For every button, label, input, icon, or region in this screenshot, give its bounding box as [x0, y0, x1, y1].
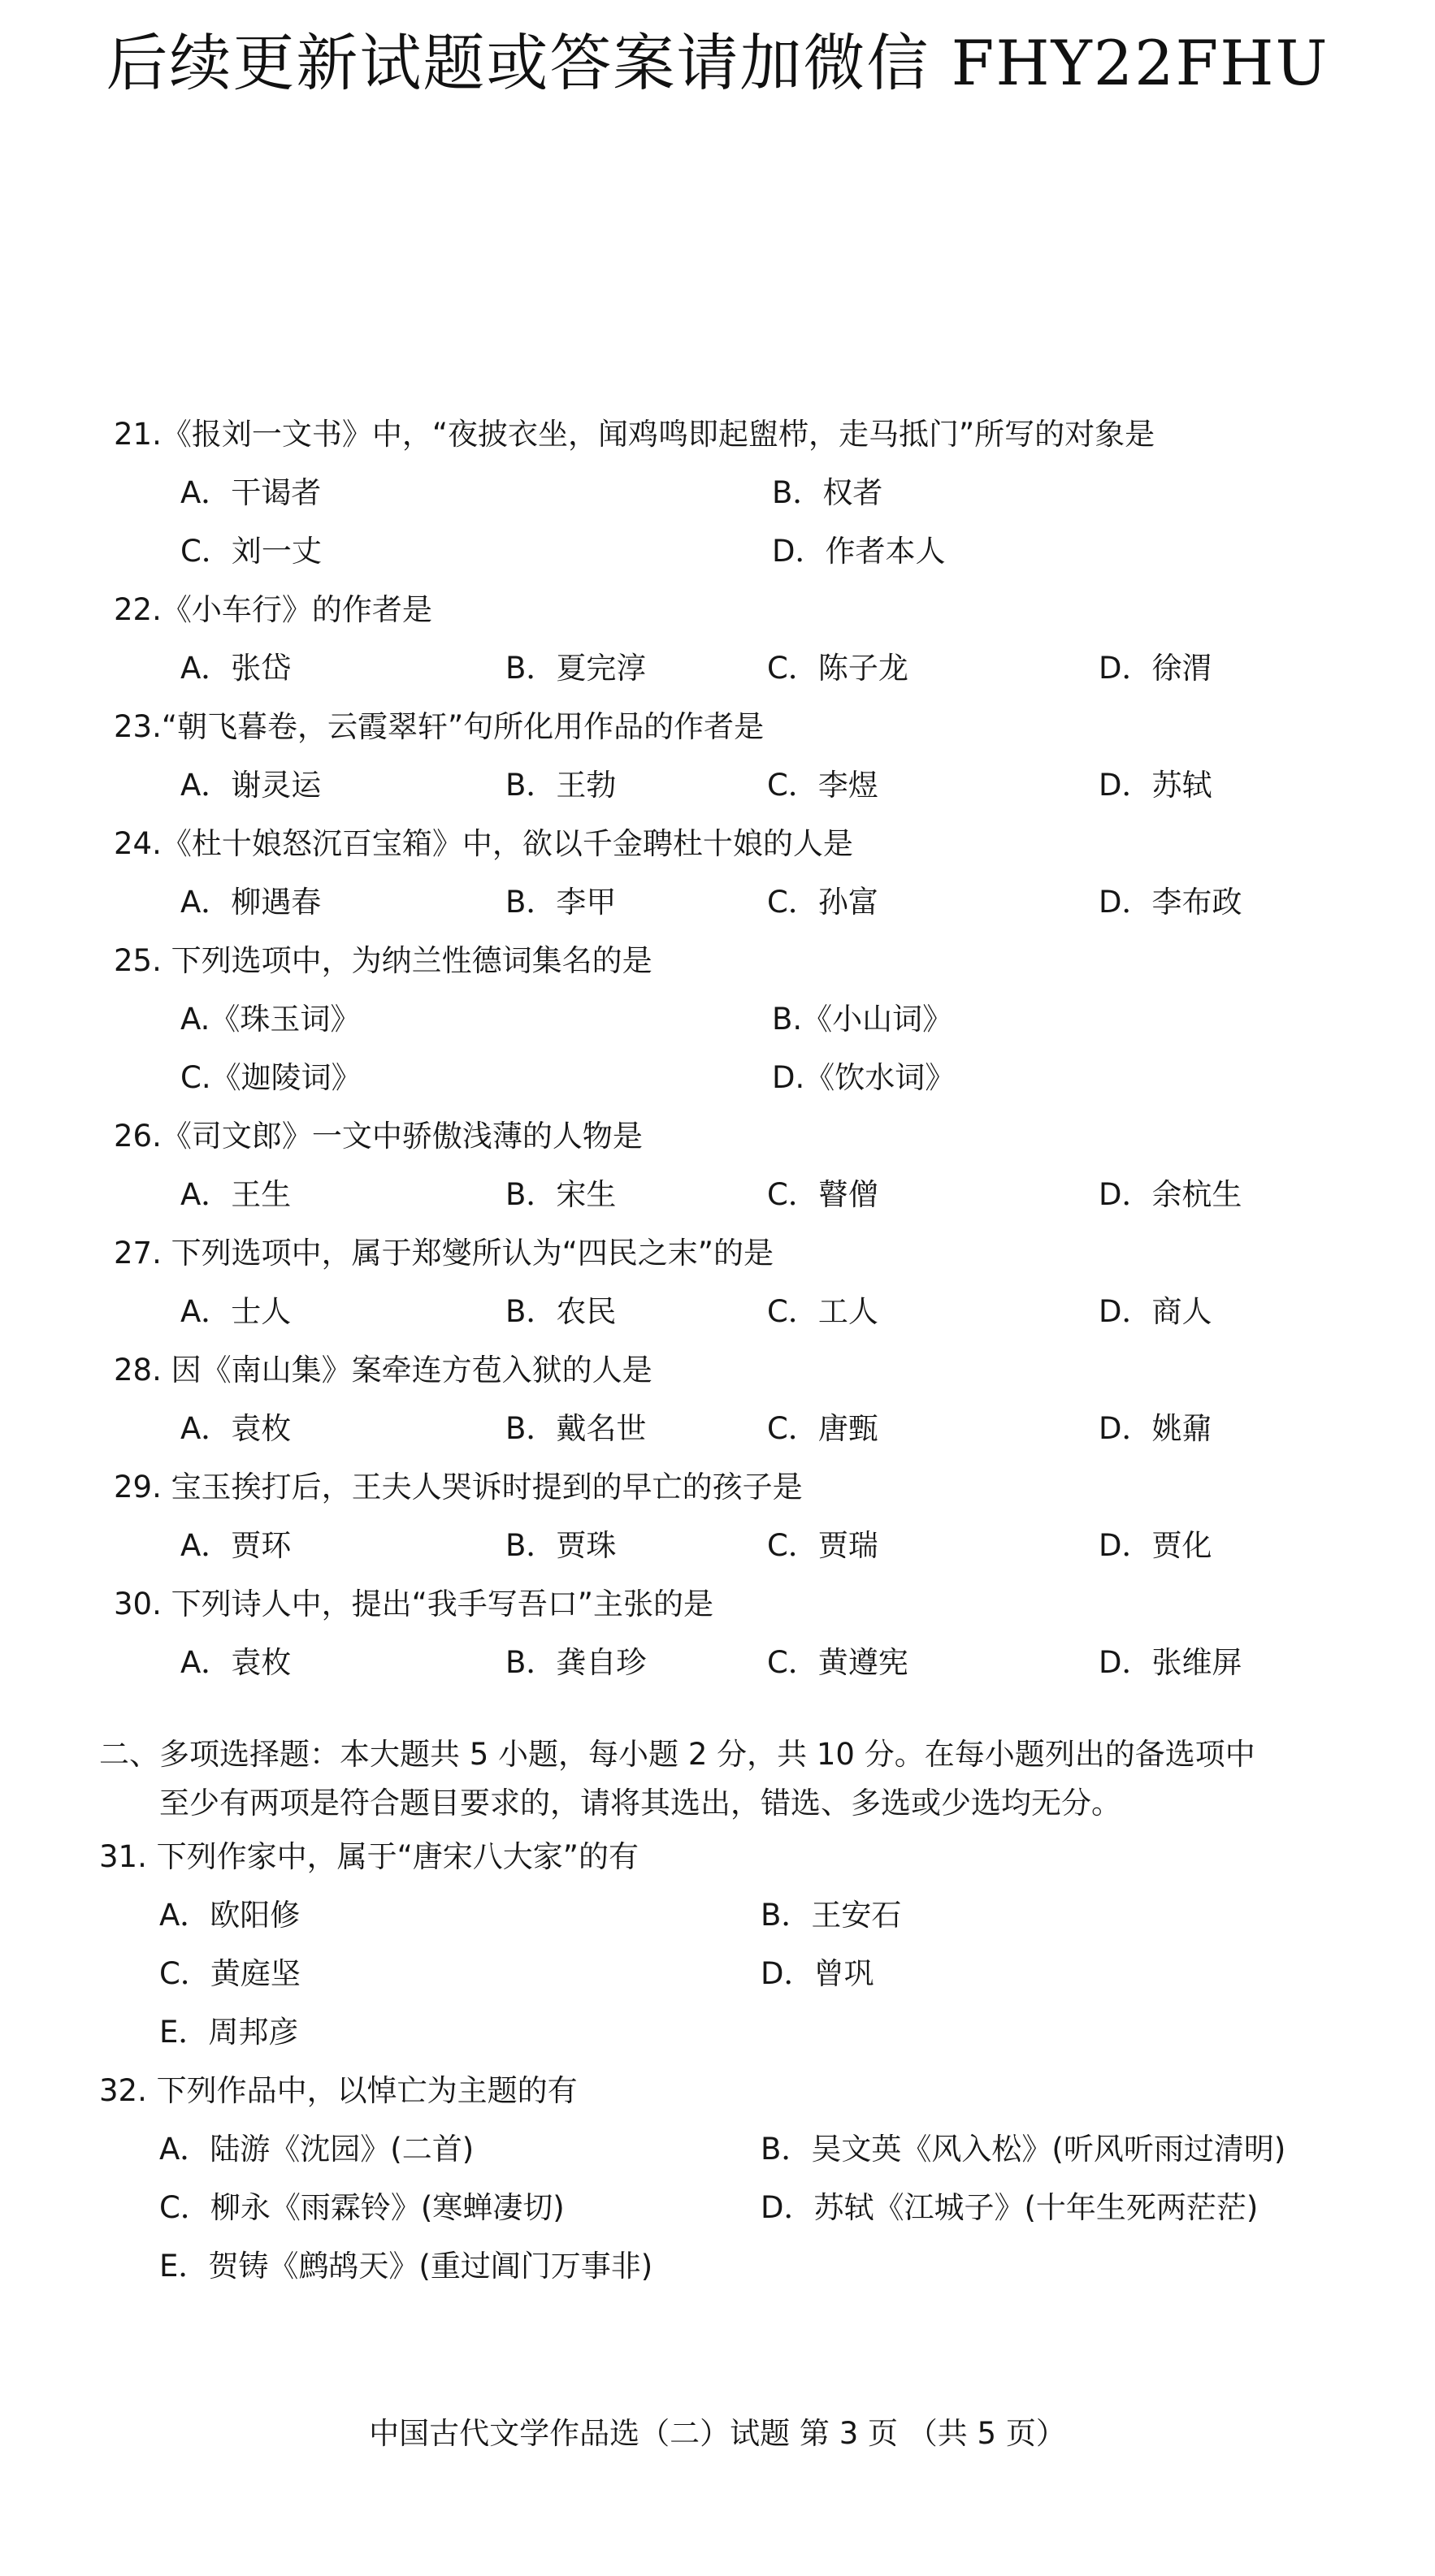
option: C．柳永《雨霖铃》(寒蝉凄切): [159, 2190, 565, 2225]
option: C．贾瑞: [767, 1528, 878, 1563]
option: A．陆游《沈园》(二首): [159, 2132, 475, 2167]
option: B．戴名世: [505, 1411, 647, 1446]
option: C.《迦陵词》: [180, 1060, 362, 1095]
wechat-banner: 后续更新试题或答案请加微信 FHY22FHU: [106, 27, 1329, 99]
option: C．孙富: [767, 885, 878, 920]
option: D.《饮水词》: [772, 1060, 956, 1095]
option: B．宋生: [505, 1177, 617, 1212]
option: A．谢灵运: [180, 768, 322, 803]
question-21: 21.《报刘一文书》中，“夜披衣坐，闻鸡鸣即起盥栉，走马抵门”所写的对象是: [114, 417, 1155, 452]
option: C．瞽僧: [767, 1177, 878, 1212]
question-31: 31. 下列作家中，属于“唐宋八大家”的有: [99, 1839, 639, 1874]
option: A.《珠玉词》: [180, 1002, 361, 1037]
question-22: 22.《小车行》的作者是: [114, 592, 432, 627]
option: A．欧阳修: [159, 1898, 301, 1933]
section-instructions: 至少有两项是符合题目要求的，请将其选出，错选、多选或少选均无分。: [159, 1786, 1121, 1821]
option: D．曾巩: [761, 1956, 874, 1991]
question-28: 28. 因《南山集》案牵连方苞入狱的人是: [114, 1353, 652, 1388]
option: D．李布政: [1099, 885, 1242, 920]
option: D．徐渭: [1099, 651, 1212, 686]
option: D．苏轼《江城子》(十年生死两茫茫): [761, 2190, 1259, 2225]
option: C．工人: [767, 1294, 878, 1329]
question-25: 25. 下列选项中，为纳兰性德词集名的是: [114, 943, 652, 978]
option: A．柳遇春: [180, 885, 322, 920]
option: B．夏完淳: [505, 651, 647, 686]
option: B．王勃: [505, 768, 617, 803]
option: C．黄庭坚: [159, 1956, 301, 1991]
single-choice-section: [0, 405, 1435, 1692]
question-27: 27. 下列选项中，属于郑燮所认为“四民之末”的是: [114, 1236, 774, 1271]
option: D．姚鼐: [1099, 1411, 1212, 1446]
option: E．周邦彦: [159, 2015, 299, 2050]
option: A．袁枚: [180, 1645, 292, 1680]
option: A．王生: [180, 1177, 292, 1212]
option: B．权者: [772, 475, 883, 510]
question-32: 32. 下列作品中，以悼亡为主题的有: [99, 2073, 578, 2108]
option: E．贺铸《鹧鸪天》(重过阊门万事非): [159, 2249, 653, 2284]
option: D．张维屏: [1099, 1645, 1242, 1680]
option: A．贾环: [180, 1528, 292, 1563]
option: A．士人: [180, 1294, 292, 1329]
option: D．贾化: [1099, 1528, 1212, 1563]
option: D．商人: [1099, 1294, 1212, 1329]
page-footer: 中国古代文学作品选（二）试题 第 3 页 （共 5 页）: [369, 2416, 1066, 2451]
option: B.《小山词》: [772, 1002, 953, 1037]
option: B．农民: [505, 1294, 617, 1329]
question-26: 26.《司文郎》一文中骄傲浅薄的人物是: [114, 1119, 643, 1154]
option: B．吴文英《风入松》(听风听雨过清明): [761, 2132, 1286, 2167]
option: D．作者本人: [772, 534, 946, 569]
option: D．苏轼: [1099, 768, 1212, 803]
question-24: 24.《杜十娘怒沉百宝箱》中，欲以千金聘杜十娘的人是: [114, 826, 853, 861]
question-30: 30. 下列诗人中，提出“我手写吾口”主张的是: [114, 1587, 713, 1621]
option: B．李甲: [505, 885, 617, 920]
option: C．黄遵宪: [767, 1645, 908, 1680]
option: A．张岱: [180, 651, 292, 686]
option: B．龚自珍: [505, 1645, 647, 1680]
question-23: 23.“朝飞暮卷，云霞翠轩”句所化用作品的作者是: [114, 709, 765, 744]
option: A．干谒者: [180, 475, 322, 510]
option: C．李煜: [767, 768, 878, 803]
option: C．刘一丈: [180, 534, 322, 569]
option: C．陈子龙: [767, 651, 908, 686]
option: B．王安石: [761, 1898, 902, 1933]
option: D．余杭生: [1099, 1177, 1242, 1212]
option: C．唐甄: [767, 1411, 878, 1446]
section-heading: 二、多项选择题：本大题共 5 小题，每小题 2 分，共 10 分。在每小题列出的备选项中: [99, 1737, 1255, 1772]
option: B．贾珠: [505, 1528, 617, 1563]
option: A．袁枚: [180, 1411, 292, 1446]
multi-choice-section: [0, 1730, 1435, 2296]
question-29: 29. 宝玉挨打后，王夫人哭诉时提到的早亡的孩子是: [114, 1470, 803, 1504]
